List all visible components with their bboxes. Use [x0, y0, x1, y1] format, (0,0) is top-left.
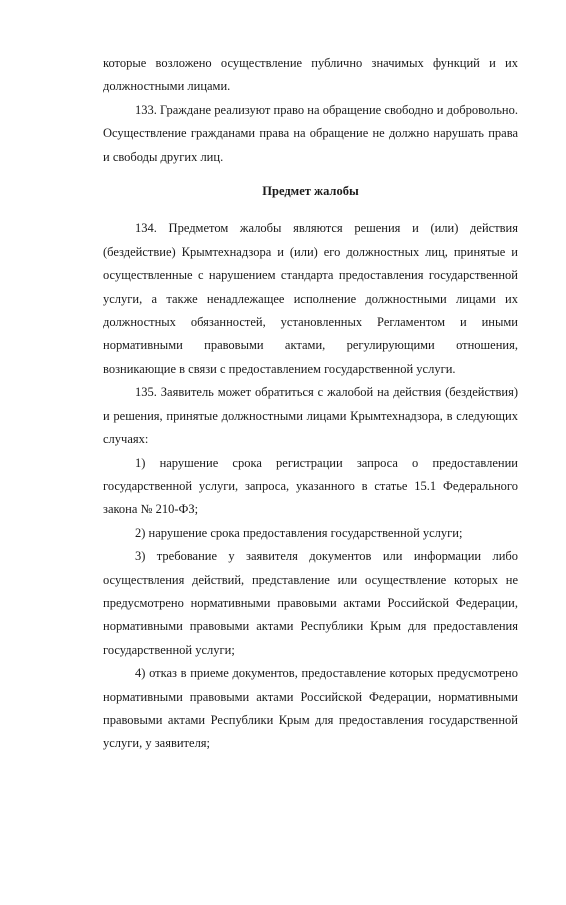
section-heading: Предмет жалобы [262, 184, 359, 199]
paragraph-continuation: которые возложено осуществление публично значимых функций и их должностными лицами. [103, 56, 518, 94]
document-body [103, 52, 518, 756]
list-item-4: 4) отказ в приеме документов, предоставление которых предусмотрено нормативными правовыми актами Российской Федерации, нормативными правовыми актами Республики Крым для предоставления государственной услуги, у заявителя; [103, 666, 518, 751]
list-item-2: 2) нарушение срока предоставления государственной услуги; [135, 525, 463, 540]
list-item-3: 3) требование у заявителя документов или информации либо осуществления действий, представление или осуществление которых не предусмотрено нормативными правовыми актами Российской Федерации, нормативными правовыми актами Республики Крым для предоставления государственной услуги; [103, 549, 518, 657]
paragraph-135: 135. Заявитель может обратиться с жалобой на действия (бездействия) и решения, принятые должностными лицами Крымтехнадзора, в следующих случаях: [103, 385, 518, 447]
list-item-1: 1) нарушение срока регистрации запроса о предоставлении государственной услуги, запроса, указанного в статье 15.1 Федерального закона № 210-ФЗ; [103, 455, 518, 517]
paragraph-134: 134. Предметом жалобы являются решения и (или) действия (бездействие) Крымтехнадзора и (или) его должностных лиц, принятые и осуществленные с нарушением стандарта предоставления государственной услуги, а также ненадлежащее исполнение должностными лицами их должностных обязанностей, установленных Регламентом и иными нормативными правовыми актами, регулирующими отношения, возникающие в связи с предоставлением государственной услуги. [103, 221, 518, 376]
paragraph-133: 133. Граждане реализуют право на обращение свободно и добровольно. Осуществление гражданами права на обращение не должно нарушать права и свободы других лиц. [103, 102, 518, 164]
